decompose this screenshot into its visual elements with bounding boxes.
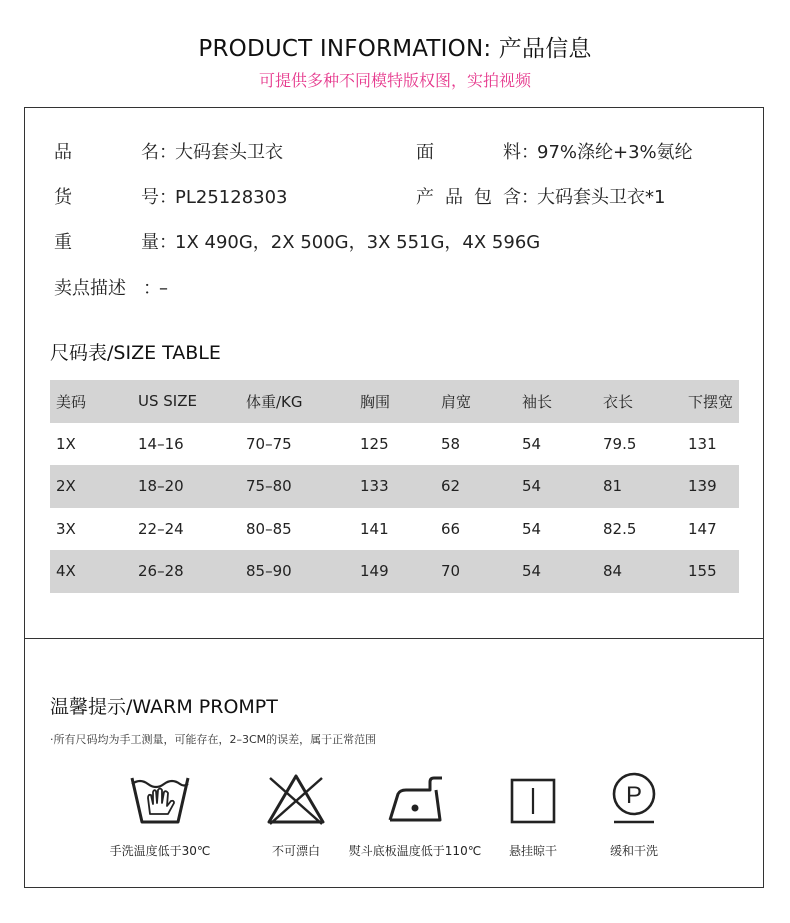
info-weight-label: 重量 [54,232,159,253]
table-cell: 18–20 [138,477,184,496]
info-selling-label: 卖点描述 [54,278,126,299]
table-cell: 139 [688,477,717,496]
table-cell: 70 [441,562,461,581]
info-colon: ： [159,187,177,208]
table-cell: 81 [603,477,623,496]
info-colon: ： [159,142,177,163]
table-header-cell: 袖长 [522,392,553,411]
table-cell: 84 [603,562,623,581]
info-selling-value: – [159,278,168,299]
table-cell: 62 [441,477,461,496]
table-cell: 141 [360,519,389,538]
table-cell: 4X [56,562,76,581]
info-sku-row [54,183,288,207]
table-header-cell: US SIZE [138,392,197,411]
table-cell: 79.5 [603,434,637,453]
table-cell: 155 [688,562,717,581]
info-weight-row [54,228,540,252]
table-cell: 125 [360,434,389,453]
no-bleach-icon [264,770,328,828]
care-label-no-bleach: 不可漂白 [271,844,320,858]
table-row [50,465,739,508]
table-cell: 70–75 [246,434,292,453]
table-header-cell: 美码 [56,392,87,411]
table-cell: 54 [522,477,542,496]
info-weight-value: 1X 490G，2X 500G，3X 551G，4X 596G [175,232,541,253]
care-label-hang-dry: 悬挂晾干 [508,844,557,858]
page-title: PRODUCT INFORMATION: 产品信息 [198,36,592,62]
warm-prompt-title: 温馨提示/WARM PROMPT [50,696,278,718]
info-colon: ： [159,232,177,253]
info-sku-value: PL25128303 [175,187,288,208]
table-header-cell: 体重/KG [246,392,303,411]
info-package-row [416,183,665,207]
table-row [50,508,739,551]
info-name-row [54,138,283,162]
page-subtitle: 可提供多种不同模特版权图，实拍视频 [258,71,531,90]
size-table-title: 尺码表/SIZE TABLE [50,342,221,364]
table-cell: 22–24 [138,519,184,538]
table-cell: 54 [522,519,542,538]
table-row [50,550,739,593]
table-cell: 1X [56,434,76,453]
table-cell: 82.5 [603,519,637,538]
table-cell: 80–85 [246,519,292,538]
info-name-value: 大码套头卫衣 [175,142,283,163]
info-package-value: 大码套头卫衣*1 [537,187,666,208]
table-header-cell: 下摆宽 [688,392,734,411]
care-label-iron: 熨斗底板温度低于110℃ [348,844,482,858]
care-label-dry-clean: 缓和干洗 [609,844,658,858]
table-header-cell: 肩宽 [441,392,472,411]
table-header-cell: 衣长 [603,392,634,411]
info-colon: ： [143,278,161,299]
table-cell: 147 [688,519,717,538]
table-cell: 54 [522,562,542,581]
table-cell: 58 [441,434,461,453]
svg-text:P: P [625,782,643,809]
info-fabric-label: 面料 [416,142,521,163]
table-cell: 26–28 [138,562,184,581]
table-header-row [50,380,739,423]
table-cell: 66 [441,519,461,538]
hand-wash-icon [128,770,192,828]
table-cell: 14–16 [138,434,184,453]
table-cell: 2X [56,477,76,496]
measurement-note: ·所有尺码均为手工测量，可能存在，2–3CM的误差，属于正常范围 [50,733,377,746]
info-fabric-row [416,138,693,162]
iron-icon [386,770,446,828]
table-cell: 54 [522,434,542,453]
info-colon: ： [521,187,539,208]
info-fabric-value: 97%涤纶+3%氨纶 [537,142,693,163]
care-label-hand-wash: 手洗温度低于30℃ [109,844,211,858]
size-table [50,380,739,593]
info-package-label: 产品包含 [416,187,521,208]
table-cell: 85–90 [246,562,292,581]
info-name-label: 品名 [54,142,159,163]
table-cell: 75–80 [246,477,292,496]
table-cell: 149 [360,562,389,581]
table-row [50,423,739,466]
info-sku-label: 货号 [54,187,159,208]
table-cell: 133 [360,477,389,496]
table-header-cell: 胸围 [360,392,391,411]
table-cell: 3X [56,519,76,538]
table-cell: 131 [688,434,717,453]
dry-clean-icon [608,770,660,828]
info-selling-row [54,274,168,298]
hang-dry-icon [508,770,558,828]
info-colon: ： [521,142,539,163]
